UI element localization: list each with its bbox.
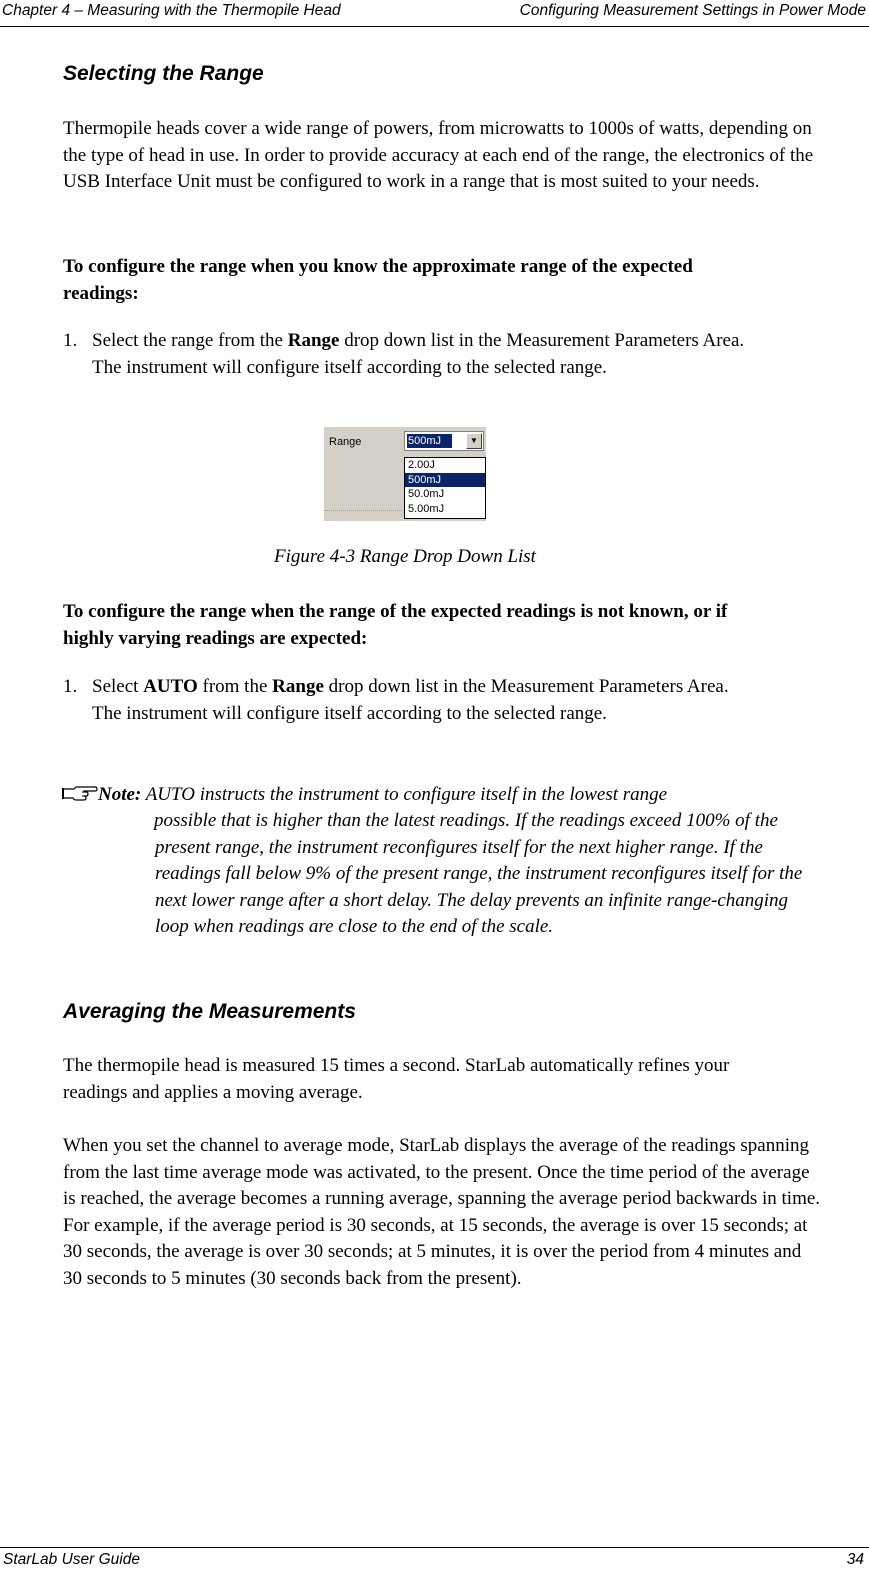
chevron-down-icon[interactable]: ▼ [466, 433, 482, 449]
procedure-heading-unknown: To configure the range when the range of the expected readings is not known, or if highly varying readings are expected: [63, 601, 728, 649]
procedure-heading-known: To configure the range when you know the approximate range of the expected readings: [63, 256, 693, 304]
range-select[interactable] [404, 431, 484, 451]
header-chapter: Chapter 4 – Measuring with the Thermopile Head [2, 2, 341, 19]
range-options-list [404, 457, 486, 519]
range-option[interactable]: 5.00mJ [408, 502, 445, 515]
page-header [0, 0, 869, 27]
footer-guide-title: StarLab User Guide [3, 1551, 140, 1568]
step-number: 1. [63, 676, 78, 697]
figure-edge [324, 510, 404, 522]
page-number: 34 [846, 1551, 864, 1568]
note-first-line: Note: AUTO instructs the instrument to configure itself in the lowest range [98, 784, 668, 805]
intro-paragraph: Thermopile heads cover a wide range of powers, from microwatts to 1000s of watts, depending on the type of head in use. In order to provide accuracy at each end of the range, the electronics of the USB Interface Unit must be configured to work in a range that is most suited to your needs. [63, 118, 814, 192]
averaging-paragraph-2: When you set the channel to average mode, StarLab displays the average of the readings spanning from the last time average mode was activated, to the present. Once the time period of the average is reached, the average becomes a running average, spanning the average period backwards in time. For example, if the average period is 30 seconds, at 15 seconds, the average is over 15 seconds; at 30 seconds, the average is over 30 seconds; at 5 minutes, it is over the period from 4 minutes and 30 seconds to 5 minutes (30 seconds back from the present). [63, 1135, 821, 1289]
figure-caption: Figure 4-3 Range Drop Down List [274, 546, 536, 567]
pointing-hand-icon [62, 783, 98, 803]
range-option-selected[interactable]: 500mJ [405, 473, 485, 488]
step-auto-range: Select AUTO from the Range drop down list in the Measurement Parameters Area. The instrument will configure itself according to the selected range. [92, 676, 729, 724]
range-option[interactable]: 2.00J [408, 459, 435, 471]
note-text: possible that is higher than the latest readings. If the readings exceed 100% of the present range, the instrument reconfigures itself for the next higher range. If the readings fall below 9% of the present range, the instrument reconfigures itself for the next lower range after a short delay. The delay prevents an infinite range-changing loop when readings are close to the end of the scale. [154, 810, 803, 937]
averaging-paragraph-1: The thermopile head is measured 15 times a second. StarLab automatically refines your readings and applies a moving average. [63, 1055, 730, 1103]
step-known-range: Select the range from the Range drop down list in the Measurement Parameters Area. The instrument will configure itself according to the selected range. [92, 330, 745, 378]
section-title-range: Selecting the Range [63, 62, 264, 85]
section-title-averaging: Averaging the Measurements [63, 1000, 356, 1023]
page-footer [0, 1547, 869, 1572]
range-label: Range [329, 436, 362, 448]
range-dropdown-figure [324, 427, 486, 521]
step-number: 1. [63, 330, 78, 351]
range-option[interactable]: 50.0mJ [408, 488, 445, 500]
header-section: Configuring Measurement Settings in Power Mode [519, 2, 866, 19]
range-selected-value: 500mJ [407, 434, 452, 448]
